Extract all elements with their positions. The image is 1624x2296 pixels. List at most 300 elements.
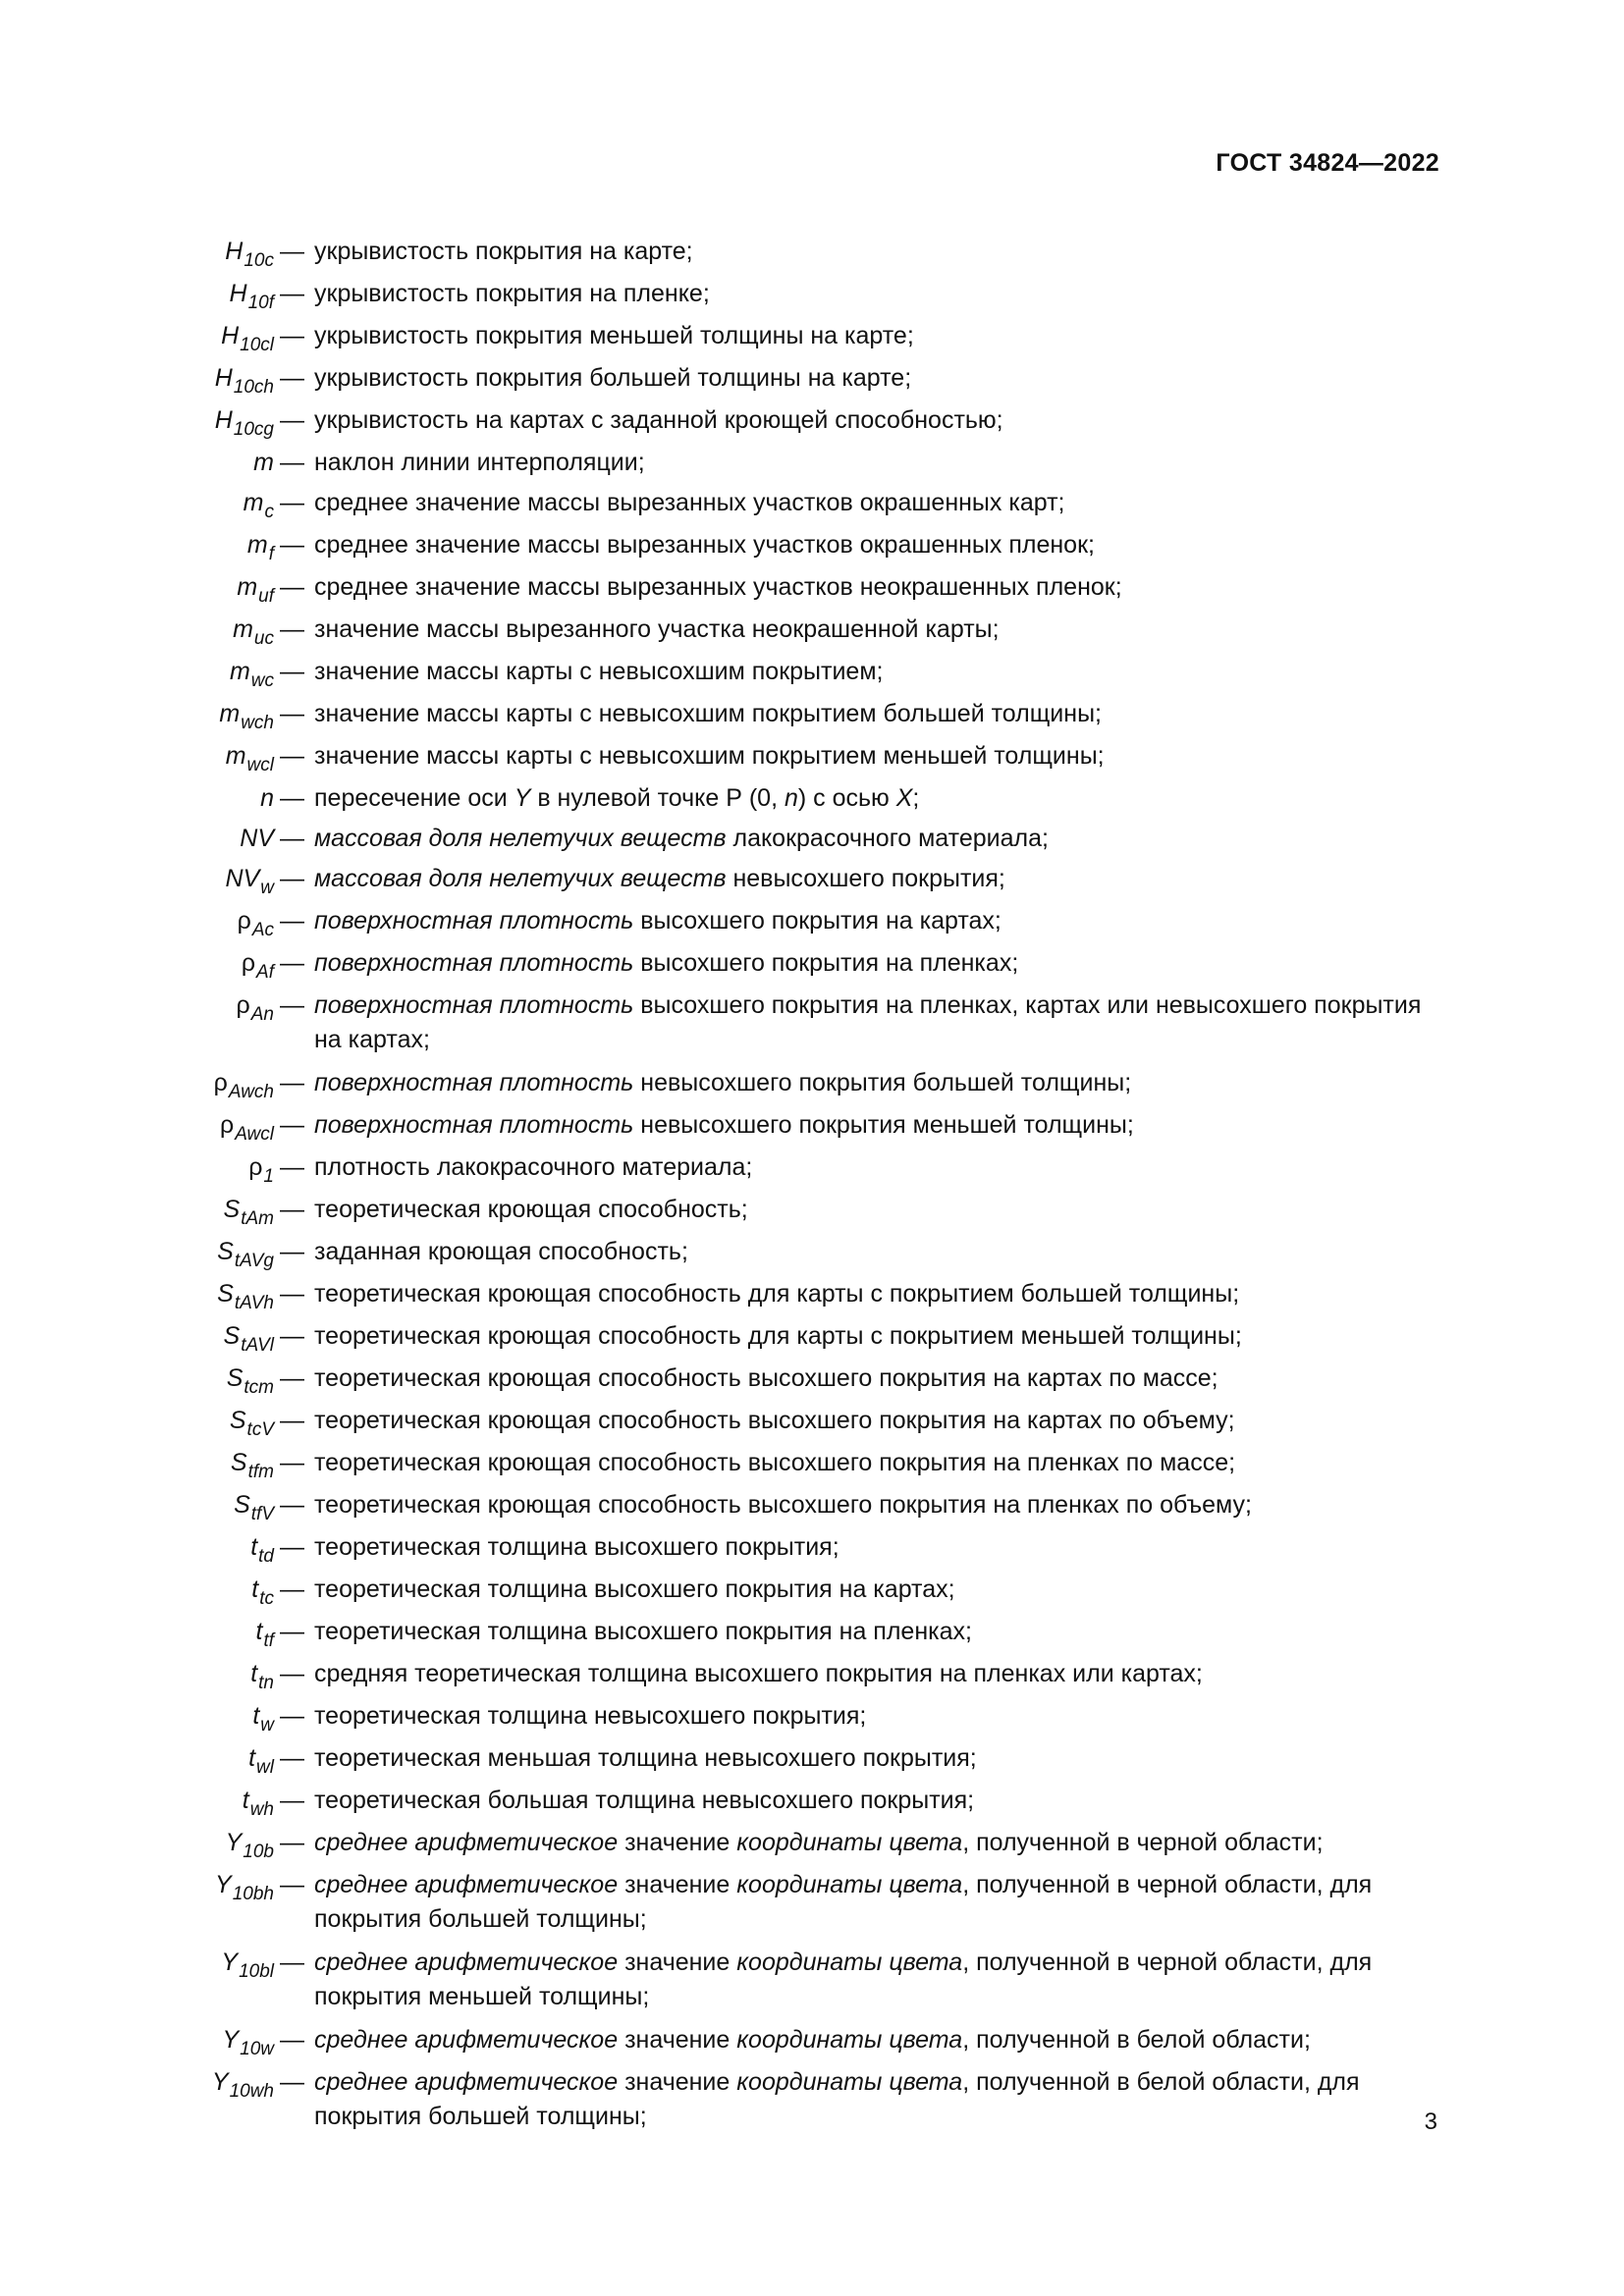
symbol-subscript: 10b — [243, 1842, 274, 1862]
symbol — [172, 400, 274, 443]
symbol-entry — [172, 400, 1448, 443]
symbol — [172, 943, 274, 986]
em-dash: — — [280, 449, 304, 476]
symbol — [172, 694, 274, 736]
symbol-definition — [314, 1148, 1448, 1188]
symbol-subscript: Ac — [251, 920, 274, 940]
definition-text: среднее значение массы вырезанных участков окрашенных пленок; — [314, 531, 1095, 559]
definition-text: невысохшего покрытия; — [726, 865, 1005, 892]
symbol-definition — [314, 819, 1448, 859]
symbol — [172, 1823, 274, 1865]
em-dash: — — [280, 1744, 304, 1772]
symbol-subscript: tc — [259, 1588, 274, 1609]
symbol-definition — [314, 525, 1448, 565]
symbol-subscript: wc — [250, 670, 274, 691]
definition-term-italic: среднее арифметическое — [314, 1949, 619, 1976]
definition-term-italic: Y — [514, 784, 531, 812]
symbol-subscript: 10cl — [240, 335, 274, 355]
symbol-subscript: 10f — [247, 293, 274, 313]
em-dash: — — [280, 1787, 304, 1814]
em-dash: — — [280, 742, 304, 770]
symbol — [172, 483, 274, 525]
definition-text: , полученной в белой области; — [962, 2026, 1311, 2054]
symbol-entry — [172, 1274, 1448, 1316]
definition-text: в нулевой точке Р (0, — [530, 784, 785, 812]
symbol-entry — [172, 1823, 1448, 1865]
symbol-subscript: w — [260, 878, 274, 898]
symbol-definition — [314, 358, 1448, 399]
symbol-definition — [314, 316, 1448, 356]
symbol-letter: H — [214, 406, 233, 434]
symbol-definition — [314, 1190, 1448, 1230]
em-dash: — — [280, 1949, 304, 1976]
symbol — [172, 1443, 274, 1485]
symbol — [172, 1696, 274, 1738]
em-dash: — — [280, 1238, 304, 1265]
definition-text: теоретическая кроющая способность высохшего покрытия на пленках по объему; — [314, 1491, 1252, 1519]
definition-text: теоретическая большая толщина невысохшего покрытия; — [314, 1787, 975, 1814]
symbol-subscript: An — [250, 1004, 274, 1025]
em-dash: — — [280, 1364, 304, 1392]
symbol — [172, 1232, 274, 1274]
document-header: ГОСТ 34824—2022 — [1216, 149, 1439, 177]
definition-term-italic: среднее арифметическое — [314, 2068, 619, 2096]
symbol-letter: NV — [240, 825, 274, 852]
symbol — [172, 1359, 274, 1401]
em-dash: — — [280, 280, 304, 307]
symbol-entry — [172, 1527, 1448, 1570]
symbol-entry — [172, 2020, 1448, 2062]
symbol-entry — [172, 694, 1448, 736]
symbol — [172, 2062, 274, 2105]
symbol-subscript: wh — [249, 1799, 274, 1820]
symbol-letter: ρ — [248, 1153, 263, 1181]
definition-term-italic: поверхностная плотность — [314, 1111, 634, 1139]
symbol-subscript: tAVh — [234, 1293, 274, 1313]
symbol — [172, 1485, 274, 1527]
definition-text: теоретическая кроющая способность для карты с покрытием меньшей толщины; — [314, 1322, 1242, 1350]
symbol-entry — [172, 1190, 1448, 1232]
symbol-subscript: tn — [258, 1673, 274, 1693]
symbol-entry — [172, 1696, 1448, 1738]
definition-text: средняя теоретическая толщина высохшего покрытия на пленках или картах; — [314, 1660, 1203, 1687]
symbol-entry — [172, 986, 1448, 1057]
definition-term-italic: координаты цвета — [736, 2026, 963, 2054]
em-dash: — — [280, 991, 304, 1019]
symbol-letter: H — [229, 280, 247, 307]
symbol-subscript: Awcl — [235, 1124, 274, 1145]
symbol — [172, 1527, 274, 1570]
symbol-definition — [314, 443, 1448, 483]
symbol-definition — [314, 483, 1448, 523]
symbol-subscript: td — [258, 1546, 274, 1567]
definition-text: значение массы карты с невысохшим покрытием; — [314, 658, 884, 685]
symbol-letter: t — [250, 1660, 258, 1687]
symbol-entry — [172, 274, 1448, 316]
symbol-entry — [172, 1485, 1448, 1527]
symbol-definition — [314, 1316, 1448, 1357]
symbol-definition — [314, 1359, 1448, 1399]
symbol-letter: S — [230, 1449, 247, 1476]
em-dash: — — [280, 1829, 304, 1856]
definition-text: теоретическая кроющая способность высохшего покрытия на картах по массе; — [314, 1364, 1218, 1392]
symbol-letter: S — [217, 1280, 234, 1308]
symbol — [172, 1781, 274, 1823]
symbol — [172, 778, 274, 819]
symbol-entry — [172, 358, 1448, 400]
symbol — [172, 567, 274, 610]
symbol-definition — [314, 1570, 1448, 1610]
em-dash: — — [280, 531, 304, 559]
symbol-subscript: 10bh — [232, 1884, 274, 1904]
definition-text: значение — [618, 2026, 737, 2054]
symbol-subscript: Awch — [228, 1082, 274, 1102]
definition-text: теоретическая толщина высохшего покрытия на картах; — [314, 1575, 955, 1603]
symbol-entry — [172, 901, 1448, 943]
symbol — [172, 1105, 274, 1148]
symbol-definition — [314, 1401, 1448, 1441]
symbol-entry — [172, 1612, 1448, 1654]
definition-term-italic: среднее арифметическое — [314, 2026, 619, 2054]
symbol-entry — [172, 1738, 1448, 1781]
definition-term-italic: среднее арифметическое — [314, 1871, 619, 1898]
em-dash: — — [280, 1322, 304, 1350]
definition-text: теоретическая толщина высохшего покрытия на пленках; — [314, 1618, 972, 1645]
symbol — [172, 986, 274, 1028]
symbol-definition — [314, 988, 1448, 1057]
symbol-definition — [314, 1232, 1448, 1272]
symbol — [172, 1401, 274, 1443]
definition-text: теоретическая меньшая толщина невысохшего покрытия; — [314, 1744, 977, 1772]
symbol-subscript: uc — [253, 628, 274, 649]
symbol-definition — [314, 694, 1448, 734]
symbol-definition — [314, 232, 1448, 272]
symbol-entry — [172, 1316, 1448, 1359]
symbol-letter: ρ — [241, 949, 256, 977]
symbol-definition — [314, 1868, 1448, 1937]
symbol-entry — [172, 1401, 1448, 1443]
symbol-entry — [172, 943, 1448, 986]
em-dash: — — [280, 1196, 304, 1223]
definition-text: значение массы карты с невысохшим покрытием меньшей толщины; — [314, 742, 1105, 770]
symbol — [172, 901, 274, 943]
symbol-definition — [314, 2065, 1448, 2134]
symbol-letter: S — [229, 1407, 246, 1434]
em-dash: — — [280, 238, 304, 265]
symbol-letter: t — [242, 1787, 249, 1814]
em-dash: — — [280, 2068, 304, 2096]
page-number: 3 — [1424, 2109, 1437, 2135]
definition-text: заданная кроющая способность; — [314, 1238, 688, 1265]
symbol-letter: Y — [211, 2068, 229, 2096]
symbol-letter: ρ — [237, 907, 251, 934]
symbol — [172, 1865, 274, 1907]
symbol-letter: t — [248, 1744, 256, 1772]
symbol-definition — [314, 1696, 1448, 1736]
symbol-subscript: 1 — [263, 1166, 274, 1187]
symbol-definition — [314, 610, 1448, 650]
symbol-definition — [314, 1612, 1448, 1652]
symbol-letter: S — [226, 1364, 244, 1392]
symbol-definition — [314, 400, 1448, 441]
symbol — [172, 1148, 274, 1190]
symbol-letter: Y — [221, 1949, 239, 1976]
symbol-subscript: tAVl — [241, 1335, 274, 1356]
symbol-letter: Y — [222, 2026, 240, 2054]
definition-term-italic: среднее арифметическое — [314, 1829, 619, 1856]
symbol-definition — [314, 1485, 1448, 1525]
definition-text: , полученной в черной области, для покрытия меньшей толщины; — [314, 1949, 1373, 2010]
symbol — [172, 1943, 274, 1985]
symbol-entry — [172, 443, 1448, 483]
definition-text: ) с осью — [797, 784, 896, 812]
symbol-definition — [314, 1946, 1448, 2014]
symbol-entry — [172, 1943, 1448, 2014]
symbol-entry — [172, 1570, 1448, 1612]
symbol-subscript: w — [260, 1715, 274, 1735]
symbol — [172, 736, 274, 778]
symbol-letter: S — [217, 1238, 234, 1265]
definition-term-italic: координаты цвета — [736, 1949, 963, 1976]
symbol — [172, 316, 274, 358]
symbol-subscript: tcV — [246, 1419, 274, 1440]
em-dash: — — [280, 1407, 304, 1434]
definition-term-italic: координаты цвета — [736, 2068, 963, 2096]
symbol-letter: t — [255, 1618, 263, 1645]
symbol-definition — [314, 943, 1448, 984]
symbol-definition — [314, 859, 1448, 899]
em-dash: — — [280, 406, 304, 434]
definition-term-italic: поверхностная плотность — [314, 1069, 634, 1096]
symbol-list — [172, 232, 1448, 2140]
definition-text: высохшего покрытия на картах; — [633, 907, 1001, 934]
definition-text: теоретическая кроющая способность для карты с покрытием большей толщины; — [314, 1280, 1240, 1308]
symbol-entry — [172, 1443, 1448, 1485]
symbol-entry — [172, 316, 1448, 358]
symbol-subscript: wch — [241, 713, 274, 733]
symbol-letter: S — [223, 1322, 241, 1350]
symbol-definition — [314, 1527, 1448, 1568]
symbol-letter: t — [251, 1575, 259, 1603]
symbol-definition — [314, 778, 1448, 819]
symbol-letter: t — [250, 1533, 258, 1561]
symbol-subscript: tcm — [244, 1377, 274, 1398]
symbol-definition — [314, 1781, 1448, 1821]
symbol-subscript: tAm — [241, 1208, 274, 1229]
symbol — [172, 1274, 274, 1316]
em-dash: — — [280, 573, 304, 601]
symbol-subscript: tfm — [247, 1462, 274, 1482]
symbol-letter: ρ — [213, 1069, 228, 1096]
symbol-definition — [314, 1063, 1448, 1103]
definition-text: укрывистость покрытия меньшей толщины на карте; — [314, 322, 914, 349]
symbol-entry — [172, 736, 1448, 778]
symbol-entry — [172, 567, 1448, 610]
symbol-definition — [314, 2020, 1448, 2060]
em-dash: — — [280, 1871, 304, 1898]
em-dash: — — [280, 1533, 304, 1561]
definition-text: невысохшего покрытия меньшей толщины; — [633, 1111, 1134, 1139]
symbol-definition — [314, 1823, 1448, 1863]
symbol-subscript: 10ch — [233, 377, 274, 398]
symbol-entry — [172, 819, 1448, 859]
definition-text: значение — [618, 2068, 737, 2096]
symbol-letter: S — [223, 1196, 241, 1223]
symbol-subscript: tf — [263, 1630, 274, 1651]
symbol-letter: m — [246, 531, 268, 559]
symbol-entry — [172, 2062, 1448, 2134]
em-dash: — — [280, 615, 304, 643]
em-dash: — — [280, 1491, 304, 1519]
symbol — [172, 2020, 274, 2062]
definition-text: ; — [912, 784, 920, 812]
symbol-entry — [172, 1063, 1448, 1105]
symbol-entry — [172, 525, 1448, 567]
symbol-entry — [172, 652, 1448, 694]
definition-term-italic: координаты цвета — [736, 1871, 963, 1898]
em-dash: — — [280, 1618, 304, 1645]
definition-term-italic: массовая доля нелетучих веществ — [314, 865, 727, 892]
definition-text: невысохшего покрытия большей толщины; — [633, 1069, 1132, 1096]
symbol — [172, 274, 274, 316]
symbol — [172, 819, 274, 859]
definition-text: теоретическая кроющая способность высохшего покрытия на пленках по массе; — [314, 1449, 1236, 1476]
symbol-letter: m — [243, 489, 264, 516]
symbol — [172, 1738, 274, 1781]
symbol — [172, 1316, 274, 1359]
symbol-subscript: tfV — [250, 1504, 274, 1524]
symbol-letter: S — [234, 1491, 250, 1519]
definition-text: значение — [618, 1829, 737, 1856]
em-dash: — — [280, 700, 304, 727]
symbol-letter: H — [225, 238, 244, 265]
em-dash: — — [280, 322, 304, 349]
em-dash: — — [280, 949, 304, 977]
em-dash: — — [280, 658, 304, 685]
definition-text: значение — [618, 1949, 737, 1976]
symbol-letter: ρ — [219, 1111, 235, 1139]
definition-term-italic: координаты цвета — [736, 1829, 963, 1856]
symbol-entry — [172, 1105, 1448, 1148]
symbol-entry — [172, 778, 1448, 819]
definition-term-italic: поверхностная плотность — [314, 991, 634, 1019]
em-dash: — — [280, 1575, 304, 1603]
symbol-subscript: 10wh — [229, 2081, 274, 2102]
symbol-entry — [172, 1148, 1448, 1190]
em-dash: — — [280, 1111, 304, 1139]
definition-text: укрывистость покрытия большей толщины на карте; — [314, 364, 912, 392]
definition-text: значение массы вырезанного участка неокрашенной карты; — [314, 615, 1000, 643]
definition-text: значение — [618, 1871, 737, 1898]
symbol-letter: m — [219, 700, 241, 727]
em-dash: — — [280, 1280, 304, 1308]
symbol-letter: t — [252, 1702, 260, 1730]
symbol-definition — [314, 1105, 1448, 1146]
symbol-subscript: wl — [256, 1757, 274, 1778]
symbol — [172, 443, 274, 483]
em-dash: — — [280, 825, 304, 852]
symbol-entry — [172, 610, 1448, 652]
em-dash: — — [280, 1153, 304, 1181]
symbol — [172, 1190, 274, 1232]
symbol-entry — [172, 1359, 1448, 1401]
symbol-entry — [172, 859, 1448, 901]
symbol-definition — [314, 1443, 1448, 1483]
em-dash: — — [280, 364, 304, 392]
definition-text: укрывистость покрытия на карте; — [314, 238, 693, 265]
definition-text: укрывистость на картах с заданной кроющей способностью; — [314, 406, 1003, 434]
definition-text: высохшего покрытия на пленках, картах или невысохшего покрытия на картах; — [314, 991, 1422, 1053]
symbol-subscript: 10bl — [239, 1961, 274, 1982]
definition-text: укрывистость покрытия на пленке; — [314, 280, 710, 307]
symbol-subscript: Af — [256, 962, 274, 983]
symbol-letter: H — [221, 322, 240, 349]
symbol — [172, 1570, 274, 1612]
em-dash: — — [280, 2026, 304, 2054]
symbol-subscript: 10cg — [233, 419, 274, 440]
definition-text: наклон линии интерполяции; — [314, 449, 645, 476]
em-dash: — — [280, 907, 304, 934]
definition-text: среднее значение массы вырезанных участков окрашенных карт; — [314, 489, 1065, 516]
symbol-subscript: wcl — [246, 755, 274, 775]
symbol-letter: m — [225, 742, 246, 770]
definition-term-italic: X — [895, 784, 913, 812]
definition-text: теоретическая толщина невысохшего покрытия; — [314, 1702, 867, 1730]
symbol-definition — [314, 567, 1448, 608]
em-dash: — — [280, 1660, 304, 1687]
symbol-entry — [172, 1654, 1448, 1696]
definition-text: теоретическая толщина высохшего покрытия; — [314, 1533, 839, 1561]
symbol-subscript: c — [264, 502, 274, 522]
symbol-subscript: 10w — [240, 2039, 274, 2059]
definition-text: среднее значение массы вырезанных участков неокрашенных пленок; — [314, 573, 1122, 601]
symbol-definition — [314, 901, 1448, 941]
symbol-entry — [172, 1781, 1448, 1823]
symbol-letter: NV — [225, 865, 260, 892]
symbol-entry — [172, 232, 1448, 274]
symbol-definition — [314, 652, 1448, 692]
symbol-subscript: f — [268, 544, 274, 564]
definition-term-italic: массовая доля нелетучих веществ — [314, 825, 727, 852]
definition-text: плотность лакокрасочного материала; — [314, 1153, 753, 1181]
definition-text: теоретическая кроющая способность высохшего покрытия на картах по объему; — [314, 1407, 1235, 1434]
definition-text: теоретическая кроющая способность; — [314, 1196, 748, 1223]
definition-term-italic: поверхностная плотность — [314, 949, 634, 977]
em-dash: — — [280, 865, 304, 892]
symbol-subscript: uf — [258, 586, 274, 607]
symbol — [172, 525, 274, 567]
symbol — [172, 358, 274, 400]
symbol-letter: Y — [215, 1871, 232, 1898]
symbol — [172, 859, 274, 901]
definition-text: высохшего покрытия на пленках; — [633, 949, 1019, 977]
em-dash: — — [280, 1069, 304, 1096]
symbol-entry — [172, 483, 1448, 525]
symbol-definition — [314, 1274, 1448, 1314]
symbol-definition — [314, 1654, 1448, 1694]
definition-term-italic: поверхностная плотность — [314, 907, 634, 934]
em-dash: — — [280, 1449, 304, 1476]
definition-text: лакокрасочного материала; — [726, 825, 1049, 852]
symbol-letter: m — [229, 658, 250, 685]
symbol-subscript: tAVg — [234, 1251, 274, 1271]
definition-text: , полученной в черной области; — [962, 1829, 1324, 1856]
definition-term-italic: n — [784, 784, 798, 812]
em-dash: — — [280, 1702, 304, 1730]
definition-text: значение массы карты с невысохшим покрытием большей толщины; — [314, 700, 1102, 727]
definition-text: , полученной в белой области, для покрытия большей толщины; — [314, 2068, 1360, 2130]
symbol-letter: m — [233, 615, 253, 643]
